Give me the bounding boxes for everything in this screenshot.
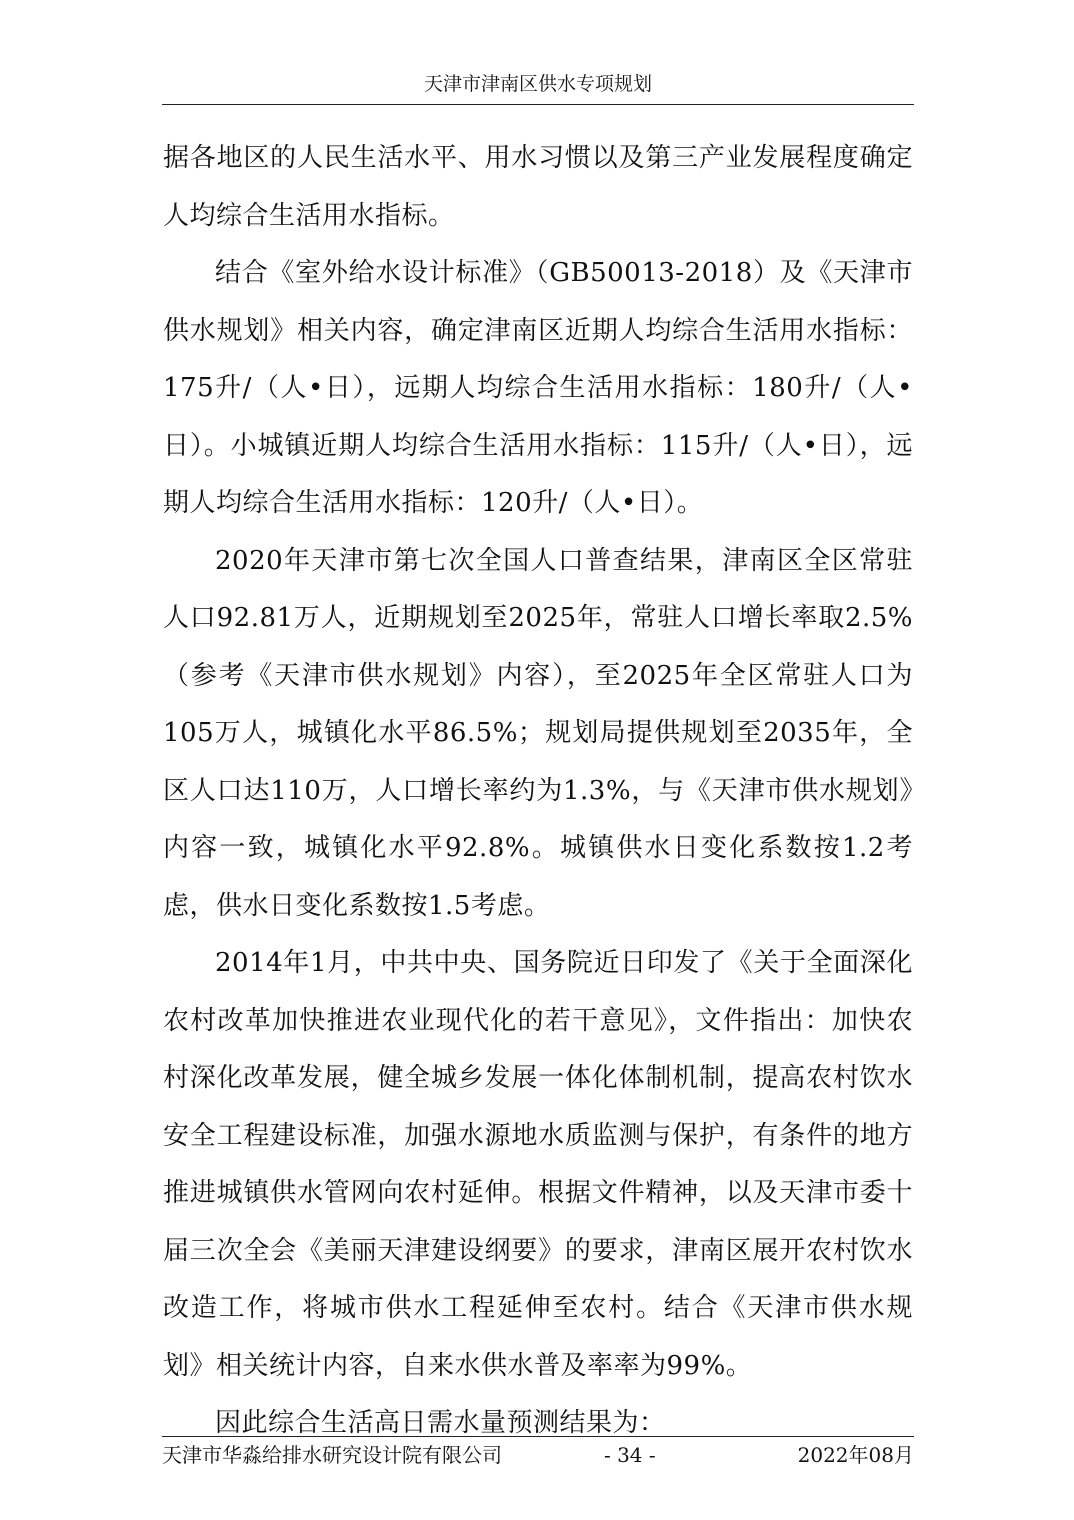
document-body: [163, 130, 913, 1453]
document-title: 天津市津南区供水专项规划: [423, 73, 652, 95]
paragraph-rural-policy: 2014年1月，中共中央、国务院近日印发了《关于全面深化农村改革加快推进农业现代化的若干意见》，文件指出：加快农村深化改革发展，健全城乡发展一体化体制机制，提高农村饮水安全工程建设标准，加强水源地水质监测与保护，有条件的地方推进城镇供水管网向农村延伸。根据文件精神，以及天津市委十届三次全会《美丽天津建设纲要》的要求，津南区展开农村饮水改造工作，将城市供水工程延伸至农村。结合《天津市供水规划》相关统计内容，自来水供水普及率率为99%。: [163, 948, 913, 1381]
paragraph-population: 2020年天津市第七次全国人口普查结果，津南区全区常驻人口92.81万人，近期规划至2025年，常驻人口增长率取2.5%（参考《天津市供水规划》内容），至2025年全区常驻人口为105万人，城镇化水平86.5%；规划局提供规划至2035年，全区人口达110万，人口增长率约为1.3%，与《天津市供水规划》内容一致，城镇化水平92.8%。城镇供水日变化系数按1.2考虑，供水日变化系数按1.5考虑。: [163, 545, 913, 921]
paragraph-continuation: 据各地区的人民生活水平、用水习惯以及第三产业发展程度确定人均综合生活用水指标。: [163, 143, 913, 231]
footer-date: 2022年08月: [797, 1443, 914, 1467]
paragraph-forecast-intro: 因此综合生活高日需水量预测结果为：: [215, 1408, 666, 1438]
footer-page-number: - 34 -: [603, 1443, 656, 1467]
page-footer: [162, 1436, 914, 1469]
page-header: [162, 70, 914, 105]
footer-company: 天津市华淼给排水研究设计院有限公司: [162, 1443, 502, 1467]
paragraph-water-index: 结合《室外给水设计标准》（GB50013-2018）及《天津市供水规划》相关内容，确定津南区近期人均综合生活用水指标：175升/（人•日），远期人均综合生活用水指标：180升/（人•日）。小城镇近期人均综合生活用水指标：115升/（人•日），远期人均综合生活用水指标：120升/（人•日）。: [163, 258, 913, 518]
